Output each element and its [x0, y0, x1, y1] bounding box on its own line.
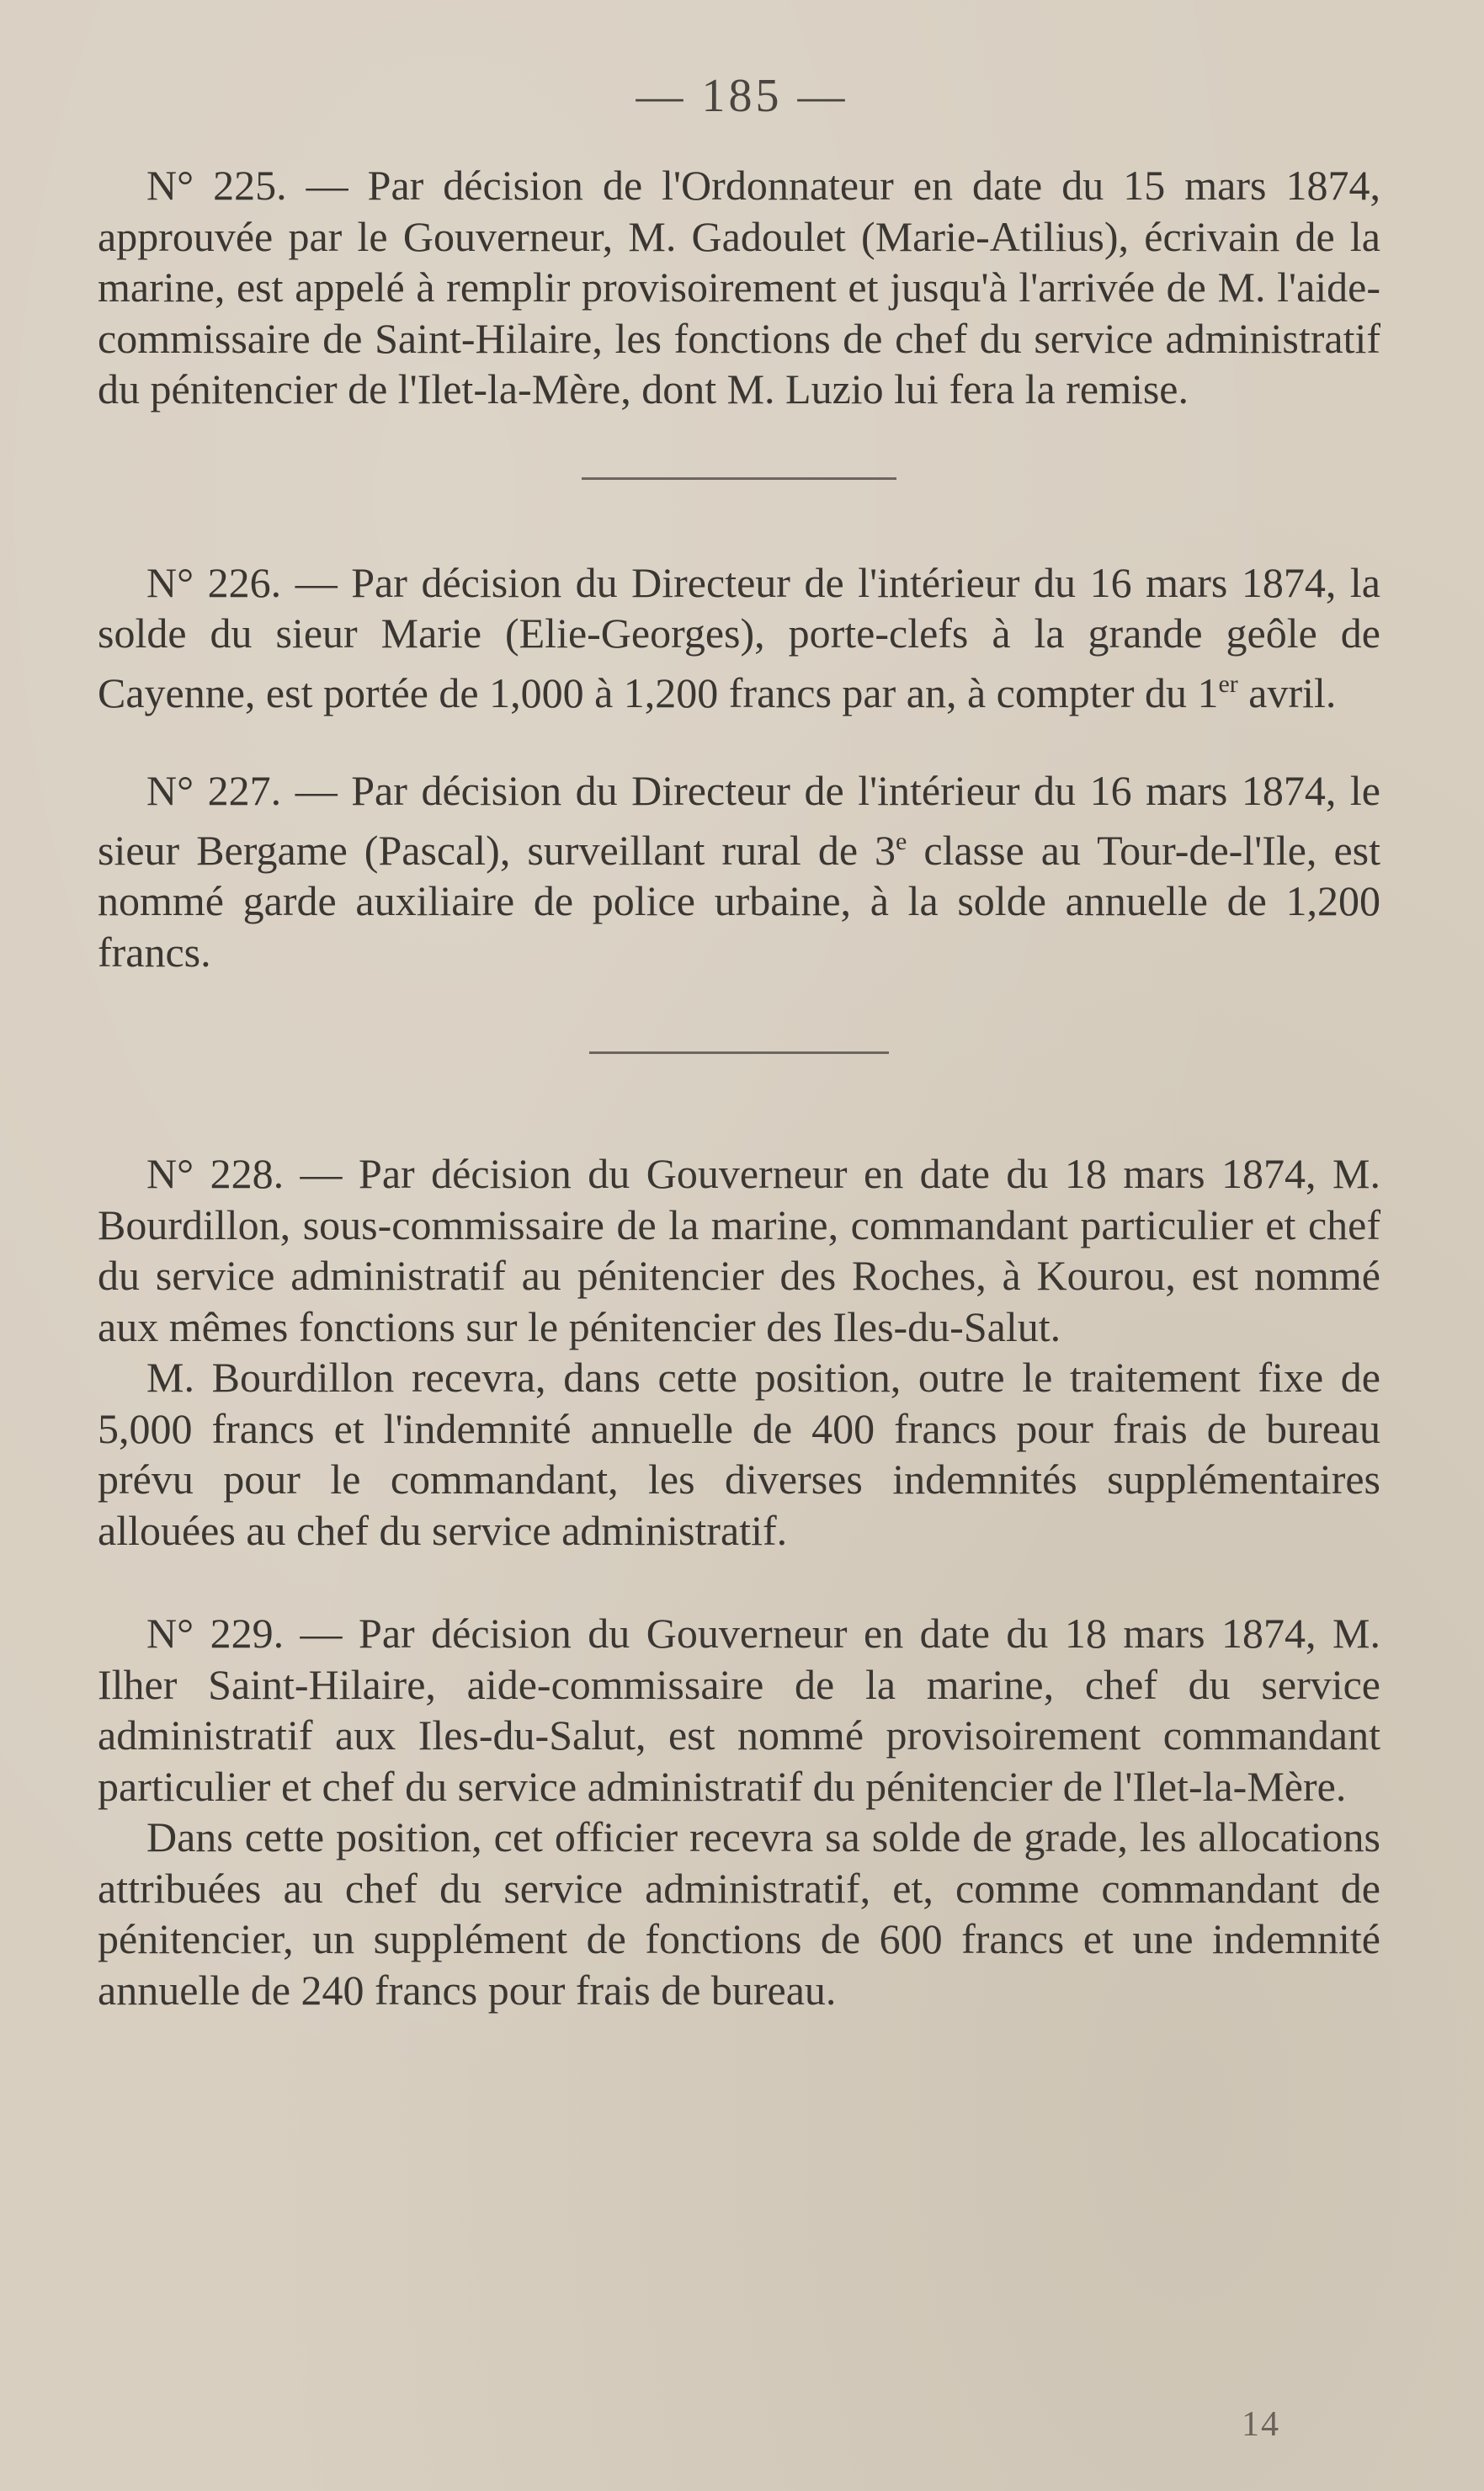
separator-rule [582, 477, 896, 480]
entry-228-continuation: M. Bourdillon recevra, dans cette position, outre le traitement fixe de 5,000 francs et l'indemnité annuelle de 400 francs pour frais de bureau prévu pour le commandant, les diverses indemnités supplémentaires allouées au chef du service administratif. [98, 1354, 1380, 1554]
entry-227-text: N° 227. — Par décision du Directeur de l'intérieur du 16 mars 1874, le sieur Bergame (Pascal), surveillant rural de 3 [98, 767, 1380, 874]
entry-227-superscript: e [896, 827, 907, 855]
entry-226-text: N° 226. — Par décision du Directeur de l'intérieur du 16 mars 1874, la solde du sieur Marie (Elie-Georges), porte-clefs à la grande geôle de Cayenne, est portée de 1,000 à 1,200 francs par an, à compter du 1 [98, 558, 1380, 716]
entry-225: N° 225. — Par décision de l'Ordonnateur en date du 15 mars 1874, approuvée par le Gouverneur, M. Gadoulet (Marie-Atilius), écrivain de la marine, est appelé à remplir provisoirement et jusqu'à l'arrivée de M. l'aide-commissaire de Saint-Hilaire, les fonctions de chef du service administratif du pénitencier de l'Ilet-la-Mère, dont M. Luzio lui fera la remise. [98, 162, 1380, 413]
entry-229-continuation: Dans cette position, cet officier recevra sa solde de grade, les allocations attribuées au chef du service administratif, et, comme commandant de pénitencier, un supplément de fonctions de 600 francs et une indemnité annuelle de 240 francs pour frais de bureau. [98, 1813, 1380, 2014]
entry-226 [98, 557, 1380, 719]
signature-mark: 14 [1242, 2405, 1280, 2444]
paragraph-gap [98, 1556, 1380, 1608]
entry-229: N° 229. — Par décision du Gouverneur en date du 18 mars 1874, M. Ilher Saint-Hilaire, aide-commissaire de la marine, chef du service administratif aux Iles-du-Salut, est nommé provisoirement commandant particulier et chef du service administratif du pénitencier de l'Ilet-la-Mère. [98, 1610, 1380, 1810]
document-body [98, 160, 1380, 2015]
entry-228: N° 228. — Par décision du Gouverneur en date du 18 mars 1874, M. Bourdillon, sous-commissaire de la marine, commandant particulier et chef du service administratif au pénitencier des Roches, à Kourou, est nommé aux mêmes fonctions sur le pénitencier des Iles-du-Salut. [98, 1150, 1380, 1350]
page-number-header: — 185 — [636, 70, 848, 122]
separator-block [98, 977, 1380, 1148]
entry-226-superscript: er [1218, 669, 1238, 698]
paragraph-gap [98, 718, 1380, 765]
separator-rule [589, 1051, 889, 1054]
entry-227-text-end: classe au Tour-de-l'Ile, est nommé garde auxiliaire de police urbaine, à la solde annuelle de 1,200 francs. [98, 826, 1380, 976]
entry-226-text-end: avril. [1237, 668, 1337, 716]
entry-227 [98, 765, 1380, 977]
separator-block [98, 415, 1380, 557]
